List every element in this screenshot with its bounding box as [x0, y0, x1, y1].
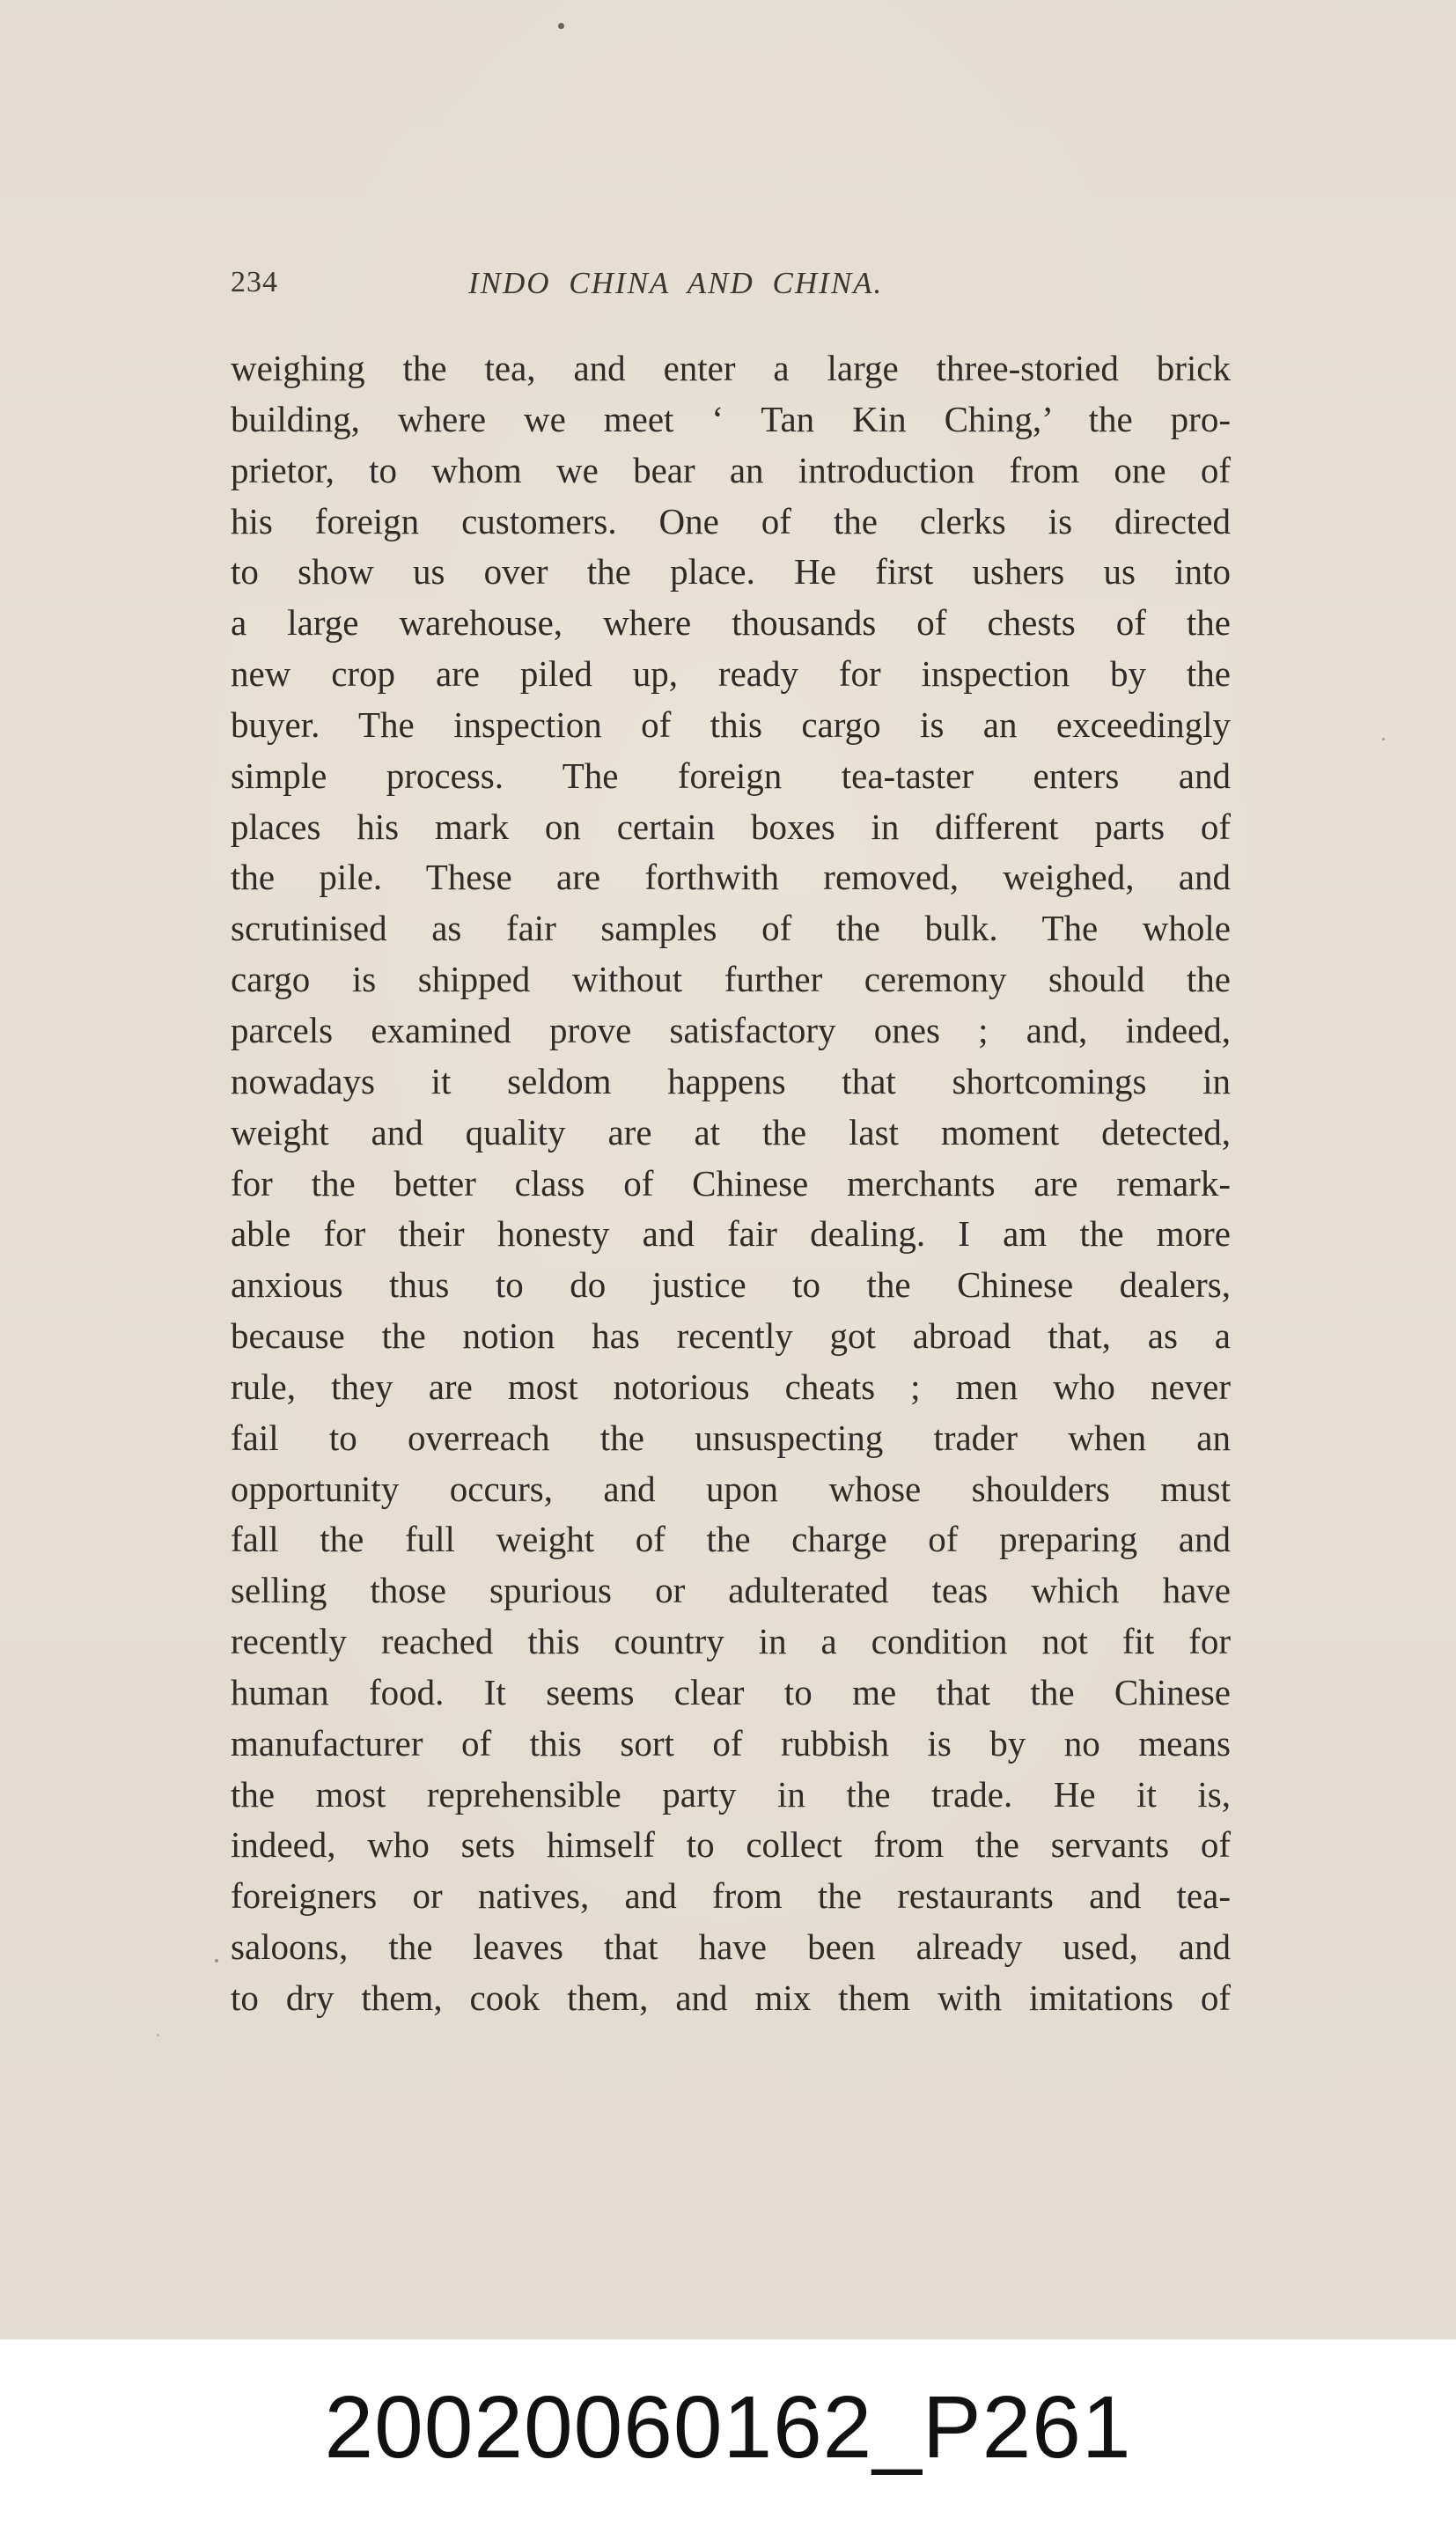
running-head [231, 266, 1231, 310]
catalog-id: 20020060162_P261 [324, 2378, 1132, 2477]
text-line: weighing the tea, and enter a large three-storied brick [231, 348, 1231, 388]
text-line: for the better class of Chinese merchants are remark- [231, 1162, 1231, 1204]
page-number: 234 [231, 266, 278, 298]
text-line: because the notion has recently got abroad that, as a [231, 1315, 1231, 1357]
text-line: weight and quality are at the last moment detected, [231, 1111, 1231, 1152]
paper-speck [215, 1959, 218, 1963]
text-line: fail to overreach the unsuspecting trader when an [231, 1417, 1231, 1458]
text-line: able for their honesty and fair dealing. I am the more [231, 1213, 1231, 1255]
text-line: places his mark on certain boxes in different parts of [231, 806, 1231, 847]
text-line: rule, they are most notorious cheats ; men who never [231, 1366, 1231, 1407]
text-line: nowadays it seldom happens that shortcomings in [231, 1060, 1231, 1101]
text-line: his foreign customers. One of the clerks is directed [231, 500, 1231, 541]
text-line: new crop are piled up, ready for inspection by the [231, 653, 1231, 695]
text-line: recently reached this country in a condition not fit for [231, 1621, 1231, 1662]
text-line: opportunity occurs, and upon whose shoulders must [231, 1468, 1231, 1509]
text-line: scrutinised as fair samples of the bulk. The whole [231, 908, 1231, 949]
text-line: saloons, the leaves that have been already used, and [231, 1926, 1231, 1968]
text-line: foreigners or natives, and from the restaurants and tea- [231, 1875, 1231, 1917]
text-line: manufacturer of this sort of rubbish is by no means [231, 1722, 1231, 1764]
text-line: a large warehouse, where thousands of chests of the [231, 602, 1231, 644]
text-line: the pile. These are forthwith removed, weighed, and [231, 857, 1231, 898]
running-title: INDO CHINA AND CHINA. [468, 266, 884, 300]
text-line: the most reprehensible party in the trade. He it is, [231, 1773, 1231, 1815]
text-line: anxious thus to do justice to the Chinese dealers, [231, 1264, 1231, 1306]
text-line: human food. It seems clear to me that the Chinese [231, 1671, 1231, 1712]
text-line: parcels examined prove satisfactory ones ; and, indeed, [231, 1009, 1231, 1050]
text-line: fall the full weight of the charge of preparing and [231, 1519, 1231, 1560]
paper-speck [1382, 738, 1385, 740]
text-line: cargo is shipped without further ceremony should the [231, 959, 1231, 1000]
text-line: to show us over the place. He first ushers us into [231, 551, 1231, 593]
text-line: buyer. The inspection of this cargo is an exceedingly [231, 703, 1231, 745]
body-text [231, 343, 1231, 2024]
text-line: building, where we meet ‘ Tan Kin Ching,’ the pro- [231, 398, 1231, 439]
paper-speck [157, 2034, 159, 2036]
text-line: simple process. The foreign tea-taster enters and [231, 755, 1231, 796]
text-line: to dry them, cook them, and mix them with imitations of [231, 1977, 1231, 2018]
text-line: selling those spurious or adulterated teas which have [231, 1570, 1231, 1611]
paper-speck [558, 23, 564, 29]
text-line: prietor, to whom we bear an introduction from one of [231, 449, 1231, 490]
text-line: indeed, who sets himself to collect from the servants of [231, 1824, 1231, 1866]
